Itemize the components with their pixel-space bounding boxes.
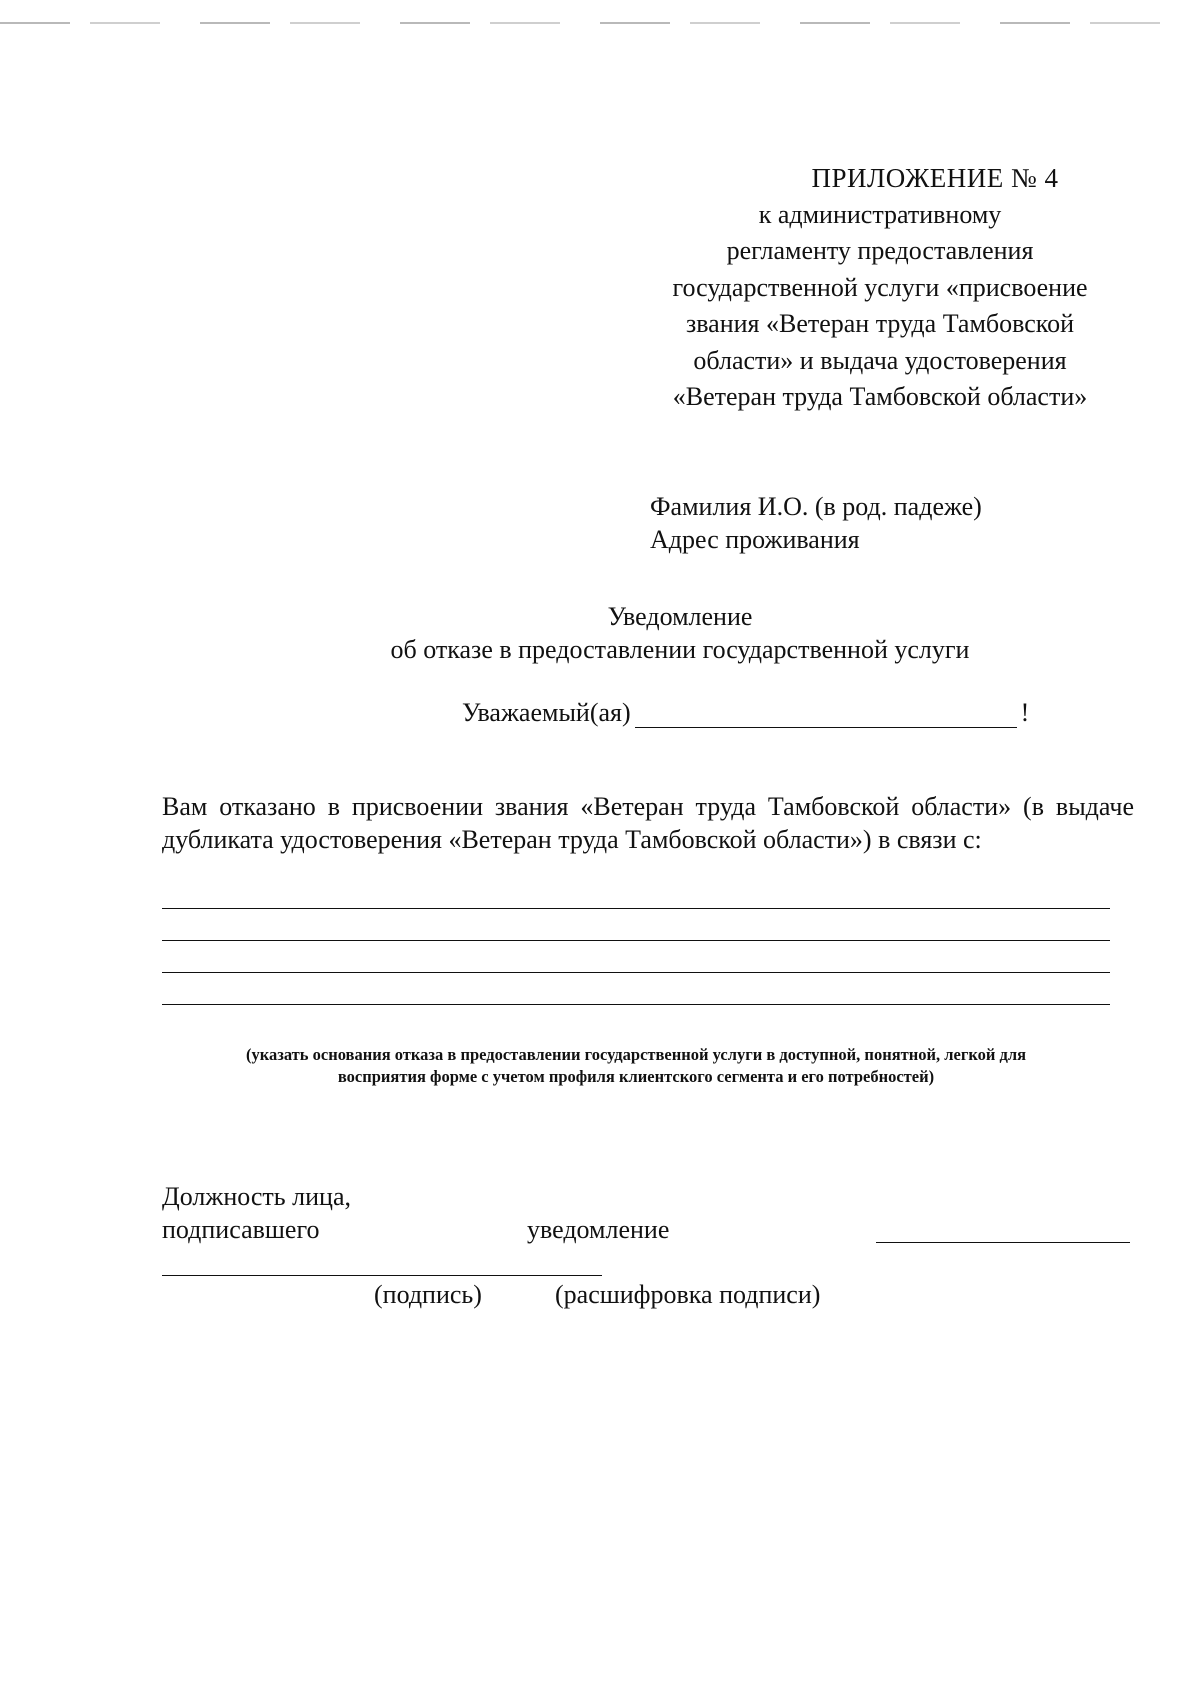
appendix-title: ПРИЛОЖЕНИЕ № 4	[811, 163, 1059, 193]
scan-edge-artifact	[0, 22, 1200, 24]
addressee-name: Фамилия И.О. (в род. падеже)	[650, 492, 982, 521]
notice-subtitle: об отказе в предоставлении государственной услуги	[390, 635, 970, 664]
refusal-text: Вам отказано в присвоении звания «Ветеран труда Тамбовской области» (в выдаче дубликата удостоверения «Ветеран труда Тамбовской области») в связи с:	[162, 792, 1134, 854]
reason-line-4[interactable]	[162, 1004, 1110, 1005]
salutation-prefix: Уважаемый(ая)	[462, 698, 631, 727]
appendix-line: к административному	[758, 199, 1002, 229]
hint-line: восприятия форме с учетом профиля клиентского сегмента и его потребностей)	[337, 1067, 935, 1086]
addressee-address: Адрес проживания	[650, 525, 860, 554]
signer-position-line-2: подписавшего	[162, 1215, 320, 1244]
notice-title: Уведомление	[607, 602, 753, 631]
appendix-line: «Ветеран труда Тамбовской области»	[672, 382, 1088, 411]
hint-line: (указать основания отказа в предоставлении государственной услуги в доступной, понятной, легкой для	[245, 1045, 1027, 1064]
appendix-header	[600, 160, 1160, 416]
appendix-line: государственной услуги «присвоение	[672, 272, 1088, 302]
signature-blank[interactable]	[162, 1275, 602, 1276]
signer-position-line-1: Должность лица,	[162, 1182, 351, 1211]
appendix-line: звания «Ветеран труда Тамбовской	[685, 309, 1075, 338]
appendix-line: регламенту предоставления	[726, 236, 1034, 265]
transcript-caption: (расшифровка подписи)	[555, 1280, 821, 1309]
notice-heading	[300, 600, 1060, 666]
addressee-block	[650, 490, 982, 556]
salutation	[462, 698, 1029, 728]
transcript-blank[interactable]	[876, 1242, 1130, 1243]
reason-line-2[interactable]	[162, 940, 1110, 941]
reason-line-1[interactable]	[162, 908, 1110, 909]
reason-hint	[162, 1044, 1110, 1088]
signature-caption: (подпись)	[374, 1280, 482, 1309]
salutation-suffix: !	[1020, 698, 1030, 727]
recipient-name-blank[interactable]	[635, 701, 1017, 728]
appendix-line: области» и выдача удостоверения	[693, 345, 1067, 375]
reason-line-3[interactable]	[162, 972, 1110, 973]
signer-position-line-3: уведомление	[527, 1215, 670, 1244]
